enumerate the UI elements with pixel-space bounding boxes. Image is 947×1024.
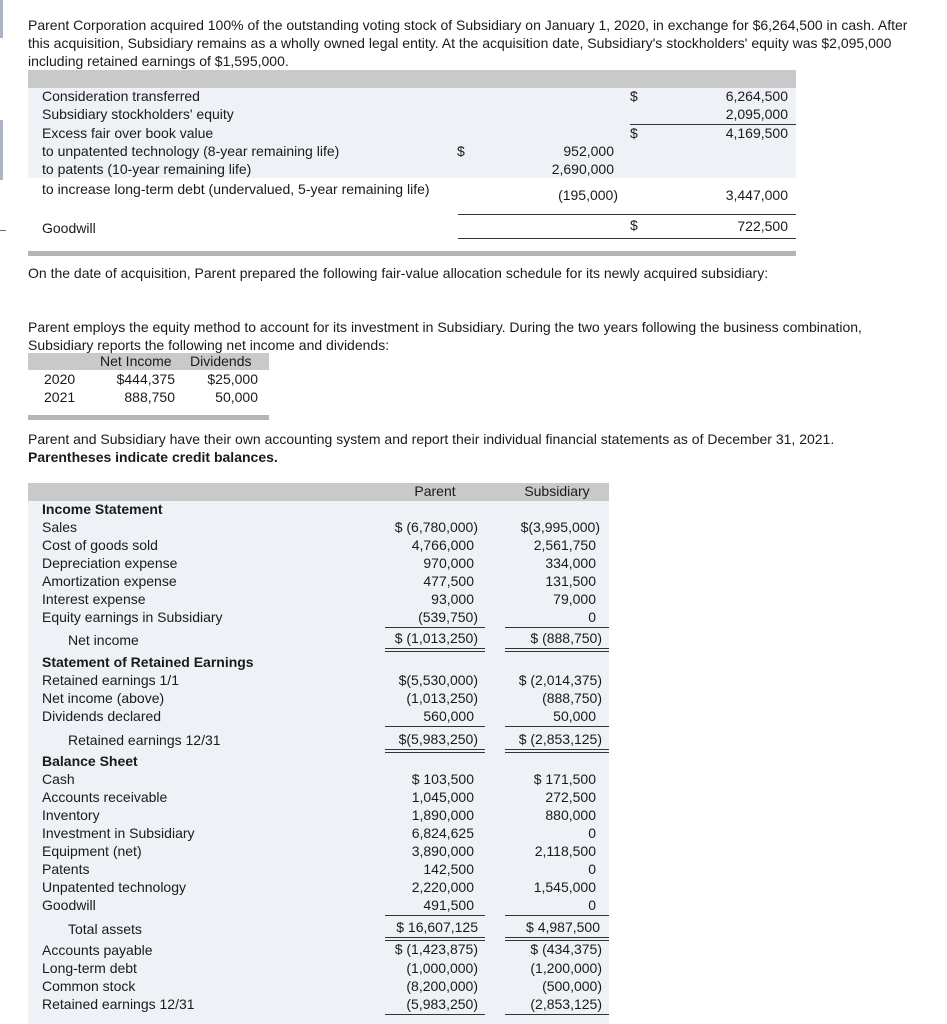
ni-net-income: $444,375 — [116, 371, 175, 387]
alloc-value: 2,690,000 — [551, 161, 614, 177]
fs-row-label: Common stock — [42, 978, 136, 994]
fs-parent-value: $ (1,423,875) — [394, 941, 478, 957]
fs-sub-value: (2,853,125) — [530, 996, 602, 1012]
fs-parent-value: $ (6,780,000) — [394, 519, 478, 535]
fs-section-income-statement: Income Statement — [42, 501, 163, 517]
fs-parent-value: (5,983,250) — [406, 996, 478, 1012]
fs-sub-value: (500,000) — [542, 978, 602, 994]
fs-section-balance-sheet: Balance Sheet — [42, 753, 138, 769]
fs-section-retained-earnings: Statement of Retained Earnings — [42, 654, 254, 670]
fs-col-subsidiary: Subsidiary — [524, 483, 590, 499]
allocation-header-bar — [28, 70, 796, 88]
ni-table-footer-bar — [28, 415, 269, 420]
fs-row-label: Unpatented technology — [42, 879, 186, 895]
fs-sub-value: 2,118,500 — [534, 843, 596, 859]
fs-double-rule — [385, 648, 485, 652]
alloc-label: Goodwill — [42, 220, 96, 236]
fs-sub-value: 0 — [588, 861, 596, 877]
alloc-value: 6,264,500 — [725, 88, 788, 104]
ni-dividends: $25,000 — [207, 371, 258, 387]
fs-sub-value: $ (434,375) — [530, 941, 602, 957]
fs-sub-value: (888,750) — [542, 690, 602, 706]
fs-parent-value: $ (1,013,250) — [394, 630, 478, 646]
fs-rule — [385, 1014, 485, 1015]
alloc-value: 722,500 — [737, 218, 788, 234]
alloc-rule — [458, 214, 796, 215]
fs-row-label: Accounts payable — [42, 942, 153, 958]
fs-parent-value: 491,500 — [423, 897, 474, 913]
fs-row-label: Investment in Subsidiary — [42, 825, 195, 841]
fs-sub-value: 272,500 — [545, 789, 596, 805]
fs-row-label: Equity earnings in Subsidiary — [42, 609, 223, 625]
fs-sub-value: 880,000 — [545, 807, 596, 823]
fs-row-label: Sales — [42, 519, 78, 535]
alloc-value: 952,000 — [563, 143, 614, 159]
fs-sub-value: 334,000 — [545, 555, 596, 571]
ni-header-net-income: Net Income — [100, 353, 172, 369]
fs-rule — [505, 627, 609, 628]
fs-row-label: Cash — [42, 771, 75, 787]
schedule-note: On the date of acquisition, Parent prepared the following fair-value allocation schedule for its newly acquired subsidiary: — [28, 265, 769, 281]
alloc-label: Excess fair over book value — [42, 125, 214, 141]
fs-sub-value: 50,000 — [553, 708, 596, 724]
fs-parent-value: (8,200,000) — [406, 978, 478, 994]
allocation-footer-bar — [28, 251, 796, 256]
fs-row-label: Goodwill — [42, 897, 96, 913]
fs-row-label: Dividends declared — [42, 708, 162, 724]
fs-row-label: Net income — [68, 632, 139, 648]
fs-sub-value: 131,500 — [545, 573, 596, 589]
ni-year: 2021 — [44, 389, 76, 405]
page-edge-tick — [0, 230, 6, 231]
fs-row-label: Equipment (net) — [42, 843, 142, 859]
fs-rule — [505, 726, 609, 727]
alloc-label: Subsidiary stockholders' equity — [42, 106, 234, 122]
fs-sub-value: $ (888,750) — [530, 630, 602, 646]
fs-rule — [385, 915, 485, 916]
fs-sub-value: $ (2,014,375) — [518, 672, 602, 688]
alloc-label: to patents (10-year remaining life) — [42, 161, 252, 177]
fs-intro-text: Parent and Subsidiary have their own accounting system and report their individual financial statements as of December 31, 2021. — [28, 431, 835, 447]
fs-row-label: Net income (above) — [42, 690, 165, 706]
fs-sub-value: 1,545,000 — [533, 879, 596, 895]
fs-sub-value: (1,200,000) — [530, 960, 602, 976]
alloc-label: Consideration transferred — [42, 88, 200, 104]
fs-row-label: Depreciation expense — [42, 555, 178, 571]
fs-rule — [385, 726, 485, 727]
ni-header-dividends: Dividends — [190, 353, 252, 369]
ni-net-income: 888,750 — [124, 389, 175, 405]
fs-parent-value: 1,045,000 — [411, 789, 474, 805]
fs-parent-value: $ 16,607,125 — [396, 919, 478, 935]
fs-sub-value: 0 — [588, 825, 596, 841]
alloc-dollar-sign: $ — [630, 217, 638, 233]
fs-parent-value: 93,000 — [431, 591, 474, 607]
fs-parent-value: 2,220,000 — [411, 879, 474, 895]
fs-parent-value: 1,890,000 — [411, 807, 474, 823]
fs-row-label: Amortization expense — [42, 573, 177, 589]
fs-parent-value: 6,824,625 — [411, 825, 474, 841]
fs-parent-value: (1,000,000) — [406, 960, 478, 976]
fs-parent-value: $(5,530,000) — [398, 672, 478, 688]
fs-intro-note: Parentheses indicate credit balances. — [28, 449, 278, 465]
fs-intro-paragraph — [28, 430, 908, 466]
fs-row-label: Total assets — [68, 921, 142, 937]
fs-parent-value: 970,000 — [423, 555, 474, 571]
fs-double-rule — [505, 648, 609, 652]
alloc-rule — [458, 238, 796, 239]
fs-sub-value: $(3,995,000) — [520, 519, 600, 535]
fs-parent-value: 477,500 — [423, 573, 474, 589]
fs-sub-value: 0 — [588, 897, 596, 913]
fs-sub-value: $ 171,500 — [533, 771, 596, 787]
fs-double-rule — [505, 749, 609, 753]
fs-parent-value: $ 103,500 — [411, 771, 474, 787]
alloc-dollar-sign: $ — [630, 88, 638, 104]
fs-row-label: Accounts receivable — [42, 789, 168, 805]
fs-rule — [505, 915, 609, 916]
fs-parent-value: 4,766,000 — [411, 537, 474, 553]
fs-row-label: Long-term debt — [42, 960, 137, 976]
fs-col-parent: Parent — [414, 483, 456, 499]
fs-row-label: Patents — [42, 861, 90, 877]
fs-sub-value: 0 — [588, 609, 596, 625]
fs-row-label: Retained earnings 12/31 — [42, 996, 195, 1012]
ni-year: 2020 — [44, 371, 76, 387]
fs-row-label: Cost of goods sold — [42, 537, 158, 553]
fs-row-label: Interest expense — [42, 591, 146, 607]
fs-double-rule — [385, 749, 485, 753]
alloc-value: 3,447,000 — [725, 187, 788, 203]
alloc-value: 4,169,500 — [725, 125, 788, 141]
fs-parent-value: 142,500 — [423, 861, 474, 877]
fs-parent-value: 3,890,000 — [411, 843, 474, 859]
fs-row-label: Inventory — [42, 807, 100, 823]
alloc-value: (195,000) — [558, 187, 618, 203]
fs-sub-value: $ 4,987,500 — [526, 919, 600, 935]
fs-parent-value: (1,013,250) — [406, 690, 478, 706]
alloc-dollar-sign: $ — [630, 125, 638, 141]
fs-row-label: Retained earnings 1/1 — [42, 672, 179, 688]
fs-rule — [505, 1014, 609, 1015]
alloc-label: to increase long-term debt (undervalued, 5-year remaining life) — [42, 181, 430, 197]
intro-paragraph: Parent Corporation acquired 100% of the outstanding voting stock of Subsidiary on January 1, 2020, in exchange for $6,264,500 in cash. After this acquisition, Subsidiary remains as a wholly owned legal entity. At the acquisition date, Subsidiary's stockholders' equity was $2,095,000 including retained earnings of $1,595,000. — [28, 17, 908, 69]
alloc-value: 2,095,000 — [725, 106, 788, 122]
page-edge-marker — [0, 0, 3, 38]
fs-rule — [385, 627, 485, 628]
fs-sub-value: 2,561,750 — [533, 537, 596, 553]
fs-sub-value: 79,000 — [553, 591, 596, 607]
alloc-label: to unpatented technology (8-year remaining life) — [42, 143, 340, 159]
fs-sub-value: $ (2,853,125) — [518, 731, 602, 747]
fs-parent-value: (539,750) — [418, 609, 478, 625]
fs-parent-value: $(5,983,250) — [398, 731, 478, 747]
equity-method-paragraph: Parent employs the equity method to account for its investment in Subsidiary. During the two years following the business combination, Subsidiary reports the following net income and dividends: — [28, 319, 862, 353]
ni-dividends: 50,000 — [215, 389, 258, 405]
fs-parent-value: 560,000 — [423, 708, 474, 724]
page-edge-marker — [0, 120, 3, 180]
fs-row-label: Retained earnings 12/31 — [68, 732, 221, 748]
alloc-dollar-sign: $ — [457, 143, 465, 159]
